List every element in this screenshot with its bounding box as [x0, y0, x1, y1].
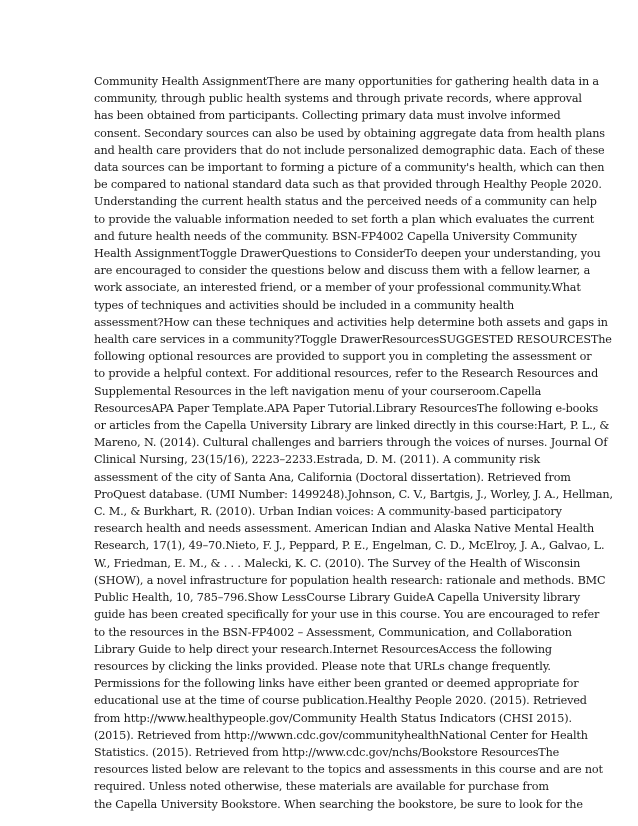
- text-line: and health care providers that do not include personalized demographic data. Each of these: [94, 143, 605, 157]
- text-line: to the resources in the BSN-FP4002 – Assessment, Communication, and Collaboration: [94, 625, 572, 639]
- text-line: assessment of the city of Santa Ana, California (Doctoral dissertation). Retrieved from: [94, 470, 571, 484]
- text-line: following optional resources are provided to support you in completing the assessment or: [94, 350, 592, 364]
- text-line: C. M., & Burkhart, R. (2010). Urban Indian voices: A community-based participatory: [94, 505, 562, 519]
- text-line: are encouraged to consider the questions below and discuss them with a fellow learner, a: [94, 264, 591, 278]
- text-line: and future health needs of the community. BSN-FP4002 Capella University Community: [94, 229, 577, 243]
- text-line: to provide the valuable information needed to set forth a plan which evaluates the current: [94, 212, 595, 226]
- text-line: has been obtained from participants. Collecting primary data must involve informed: [94, 109, 561, 123]
- text-line: (2015). Retrieved from http://wwwn.cdc.gov/communityhealthNational Center for Health: [94, 728, 588, 742]
- text-line: be compared to national standard data such as that provided through Healthy People 2020.: [94, 178, 602, 192]
- text-line: Library Guide to help direct your research.Internet ResourcesAccess the following: [94, 642, 552, 656]
- text-line: Health AssignmentToggle DrawerQuestions to ConsiderTo deepen your understanding, you: [94, 247, 601, 261]
- text-line: from http://www.healthypeople.gov/Community Health Status Indicators (CHSI 2015).: [94, 711, 572, 725]
- text-line: required. Unless noted otherwise, these materials are available for purchase from: [94, 780, 549, 794]
- text-line: (SHOW), a novel infrastructure for population health research: rationale and methods. BMC: [94, 573, 606, 587]
- text-line: types of techniques and activities should be included in a community health: [94, 298, 514, 312]
- text-line: Permissions for the following links have either been granted or deemed appropriate for: [94, 677, 579, 691]
- text-line: health care services in a community?Toggle DrawerResourcesSUGGESTED RESOURCESThe: [94, 333, 612, 347]
- text-line: work associate, an interested friend, or a member of your professional community.What: [94, 281, 581, 295]
- text-line: Research, 17(1), 49–70.Nieto, F. J., Peppard, P. E., Engelman, C. D., McElroy, J. A., Galvao, L.: [94, 539, 605, 553]
- text-line: Understanding the current health status and the perceived needs of a community can help: [94, 195, 597, 209]
- text-line: research health and needs assessment. American Indian and Alaska Native Mental Health: [94, 522, 595, 536]
- text-line: Supplemental Resources in the left navigation menu of your courseroom.Capella: [94, 384, 542, 398]
- text-line: data sources can be important to forming a picture of a community's health, which can then: [94, 161, 605, 175]
- body-text: [94, 73, 613, 813]
- text-line: Mareno, N. (2014). Cultural challenges and barriers through the voices of nurses. Journal Of: [94, 436, 608, 450]
- text-line: ResourcesAPA Paper Template.APA Paper Tutorial.Library ResourcesThe following e-books: [94, 401, 599, 415]
- text-line: assessment?How can these techniques and activities help determine both assets and gaps in: [94, 315, 608, 329]
- text-line: resources by clicking the links provided. Please note that URLs change frequently.: [94, 659, 551, 673]
- text-line: to provide a helpful context. For additional resources, refer to the Research Resources and: [94, 367, 599, 381]
- text-line: guide has been created specifically for your use in this course. You are encouraged to refer: [94, 608, 600, 622]
- text-line: Statistics. (2015). Retrieved from http://www.cdc.gov/nchs/Bookstore ResourcesThe: [94, 745, 560, 759]
- text-line: Public Health, 10, 785–796.Show LessCourse Library GuideA Capella University library: [94, 591, 581, 605]
- text-line: W., Friedman, E. M., & . . . Malecki, K. C. (2010). The Survey of the Health of Wisconsin: [94, 556, 581, 570]
- text-line: educational use at the time of course publication.Healthy People 2020. (2015). Retrieved: [94, 694, 587, 708]
- text-line: ProQuest database. (UMI Number: 1499248).Johnson, C. V., Bartgis, J., Worley, J. A., Hellman,: [94, 487, 613, 501]
- text-line: or articles from the Capella University Library are linked directly in this course:Hart, P. L., &: [94, 419, 610, 433]
- text-line: consent. Secondary sources can also be used by obtaining aggregate data from health plans: [94, 126, 605, 140]
- text-line: Clinical Nursing, 23(15/16), 2223–2233.Estrada, D. M. (2011). A community risk: [94, 453, 541, 467]
- text-line: resources listed below are relevant to the topics and assessments in this course and are not: [94, 763, 603, 777]
- text-line: community, through public health systems and through private records, where approval: [94, 92, 582, 106]
- text-line: Community Health AssignmentThere are many opportunities for gathering health data in a: [94, 75, 599, 88]
- text-line: the Capella University Bookstore. When searching the bookstore, be sure to look for the: [94, 797, 583, 811]
